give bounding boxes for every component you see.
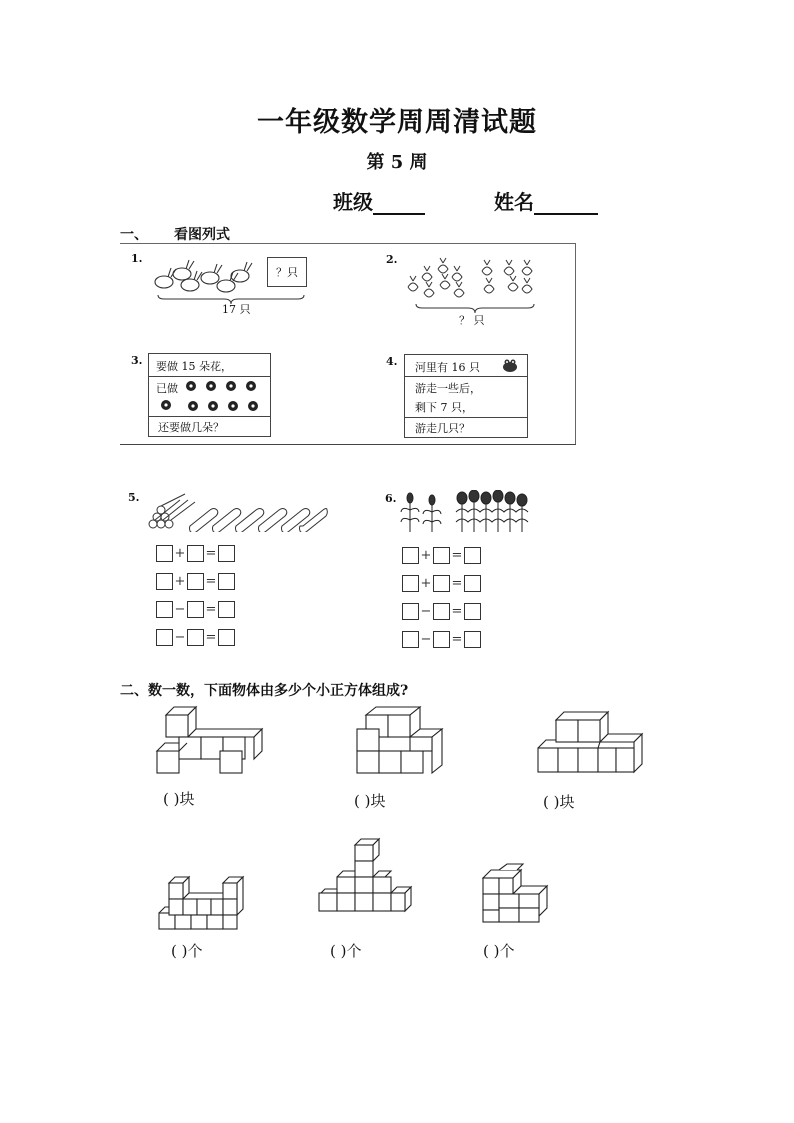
answer-box[interactable] bbox=[218, 545, 235, 562]
p5-eq-3: − = bbox=[156, 599, 235, 619]
answer-box[interactable] bbox=[464, 631, 481, 648]
frame-bottom-line bbox=[120, 444, 576, 445]
answer-box[interactable] bbox=[218, 573, 235, 590]
p6-eq-1: + = bbox=[402, 545, 481, 565]
frame-right-line bbox=[575, 243, 576, 445]
problem4-number: 4. bbox=[386, 355, 398, 368]
p6-eq-3: − = bbox=[402, 601, 481, 621]
answer-box[interactable] bbox=[433, 631, 450, 648]
answer-box[interactable] bbox=[187, 573, 204, 590]
name-blank[interactable] bbox=[534, 193, 598, 215]
answer-row2-1[interactable]: ( )个 bbox=[171, 942, 203, 960]
problem2-brace bbox=[414, 299, 536, 311]
problem5-number: 5. bbox=[128, 491, 140, 504]
section1-number: 一、 bbox=[120, 227, 148, 243]
class-label: 班级 bbox=[333, 190, 373, 214]
cube-figure-1 bbox=[152, 703, 270, 779]
logs-illustration bbox=[145, 492, 330, 532]
problem2-number: 2. bbox=[386, 253, 398, 266]
answer-box[interactable] bbox=[402, 631, 419, 648]
answer-box[interactable] bbox=[433, 603, 450, 620]
answer-box[interactable] bbox=[464, 603, 481, 620]
answer-box[interactable] bbox=[218, 629, 235, 646]
p4-line4: 游走几只？ bbox=[415, 422, 470, 435]
problem6-number: 6. bbox=[385, 492, 397, 505]
p5-equations bbox=[156, 543, 235, 647]
section2-heading: 二、数一数，下面物体由多少个小正方体组成? bbox=[120, 683, 409, 699]
cube-figure-6 bbox=[475, 862, 559, 930]
answer-row1-1[interactable]: ( )块 bbox=[163, 790, 195, 808]
p3-line1: 要做 15 朵花， bbox=[156, 360, 232, 373]
answer-row2-3[interactable]: ( )个 bbox=[483, 942, 515, 960]
answer-row2-2[interactable]: ( )个 bbox=[330, 942, 362, 960]
answer-box[interactable] bbox=[433, 547, 450, 564]
frame-top-line bbox=[120, 243, 576, 244]
p6-eq-4: − = bbox=[402, 629, 481, 649]
page-title: 一年级数学周周清试题 bbox=[257, 107, 537, 138]
frog-icon bbox=[501, 358, 519, 378]
cube-figure-3 bbox=[532, 708, 646, 782]
problem3-card bbox=[148, 353, 271, 437]
week-label: 第 5 周 bbox=[366, 152, 428, 173]
section1-heading: 看图列式 bbox=[174, 227, 230, 243]
answer-box[interactable] bbox=[156, 629, 173, 646]
cube-figure-4 bbox=[155, 873, 255, 935]
problem3-number: 3. bbox=[131, 354, 143, 367]
flower-extra-icon bbox=[159, 396, 173, 415]
answer-box[interactable] bbox=[464, 575, 481, 592]
problem4-card bbox=[404, 354, 528, 438]
p4-line2: 游走一些后， bbox=[415, 382, 481, 395]
p4-line3: 剩下 7 只， bbox=[415, 401, 473, 414]
p5-eq-1: + = bbox=[156, 543, 235, 563]
flowers-illustration bbox=[185, 378, 267, 424]
answer-box[interactable] bbox=[402, 547, 419, 564]
answer-box[interactable] bbox=[187, 601, 204, 618]
cube-figure-5 bbox=[315, 835, 419, 927]
p6-eq-2: + = bbox=[402, 573, 481, 593]
p5-eq-2: + = bbox=[156, 571, 235, 591]
birds-illustration bbox=[404, 257, 536, 303]
name-field bbox=[494, 186, 598, 215]
answer-box[interactable] bbox=[464, 547, 481, 564]
answer-row1-2[interactable]: ( )块 bbox=[354, 792, 386, 810]
plants-illustration bbox=[400, 490, 535, 532]
p4-line1: 河里有 16 只 bbox=[415, 361, 480, 374]
unknown-rabbits-box bbox=[267, 257, 307, 287]
p6-equations bbox=[402, 545, 481, 649]
answer-box[interactable] bbox=[218, 601, 235, 618]
name-label: 姓名 bbox=[494, 190, 534, 214]
answer-box[interactable] bbox=[433, 575, 450, 592]
p3-line3: 还要做几朵？ bbox=[158, 421, 224, 434]
p3-line2: 已做 bbox=[156, 382, 178, 395]
answer-box[interactable] bbox=[402, 603, 419, 620]
problem1-number: 1. bbox=[131, 252, 143, 265]
answer-box[interactable] bbox=[187, 545, 204, 562]
answer-box[interactable] bbox=[156, 545, 173, 562]
problem2-question: ？ 只 bbox=[459, 314, 485, 327]
class-blank[interactable] bbox=[373, 193, 425, 215]
answer-row1-3[interactable]: ( )块 bbox=[543, 793, 575, 811]
cube-figure-2 bbox=[352, 703, 450, 779]
answer-box[interactable] bbox=[156, 573, 173, 590]
rabbits-illustration bbox=[152, 256, 262, 294]
class-field bbox=[333, 186, 425, 215]
answer-box[interactable] bbox=[156, 601, 173, 618]
unknown-rabbits-text: ？只 bbox=[276, 266, 298, 279]
answer-box[interactable] bbox=[187, 629, 204, 646]
problem1-total: 17 只 bbox=[222, 303, 251, 316]
answer-box[interactable] bbox=[402, 575, 419, 592]
p5-eq-4: − = bbox=[156, 627, 235, 647]
